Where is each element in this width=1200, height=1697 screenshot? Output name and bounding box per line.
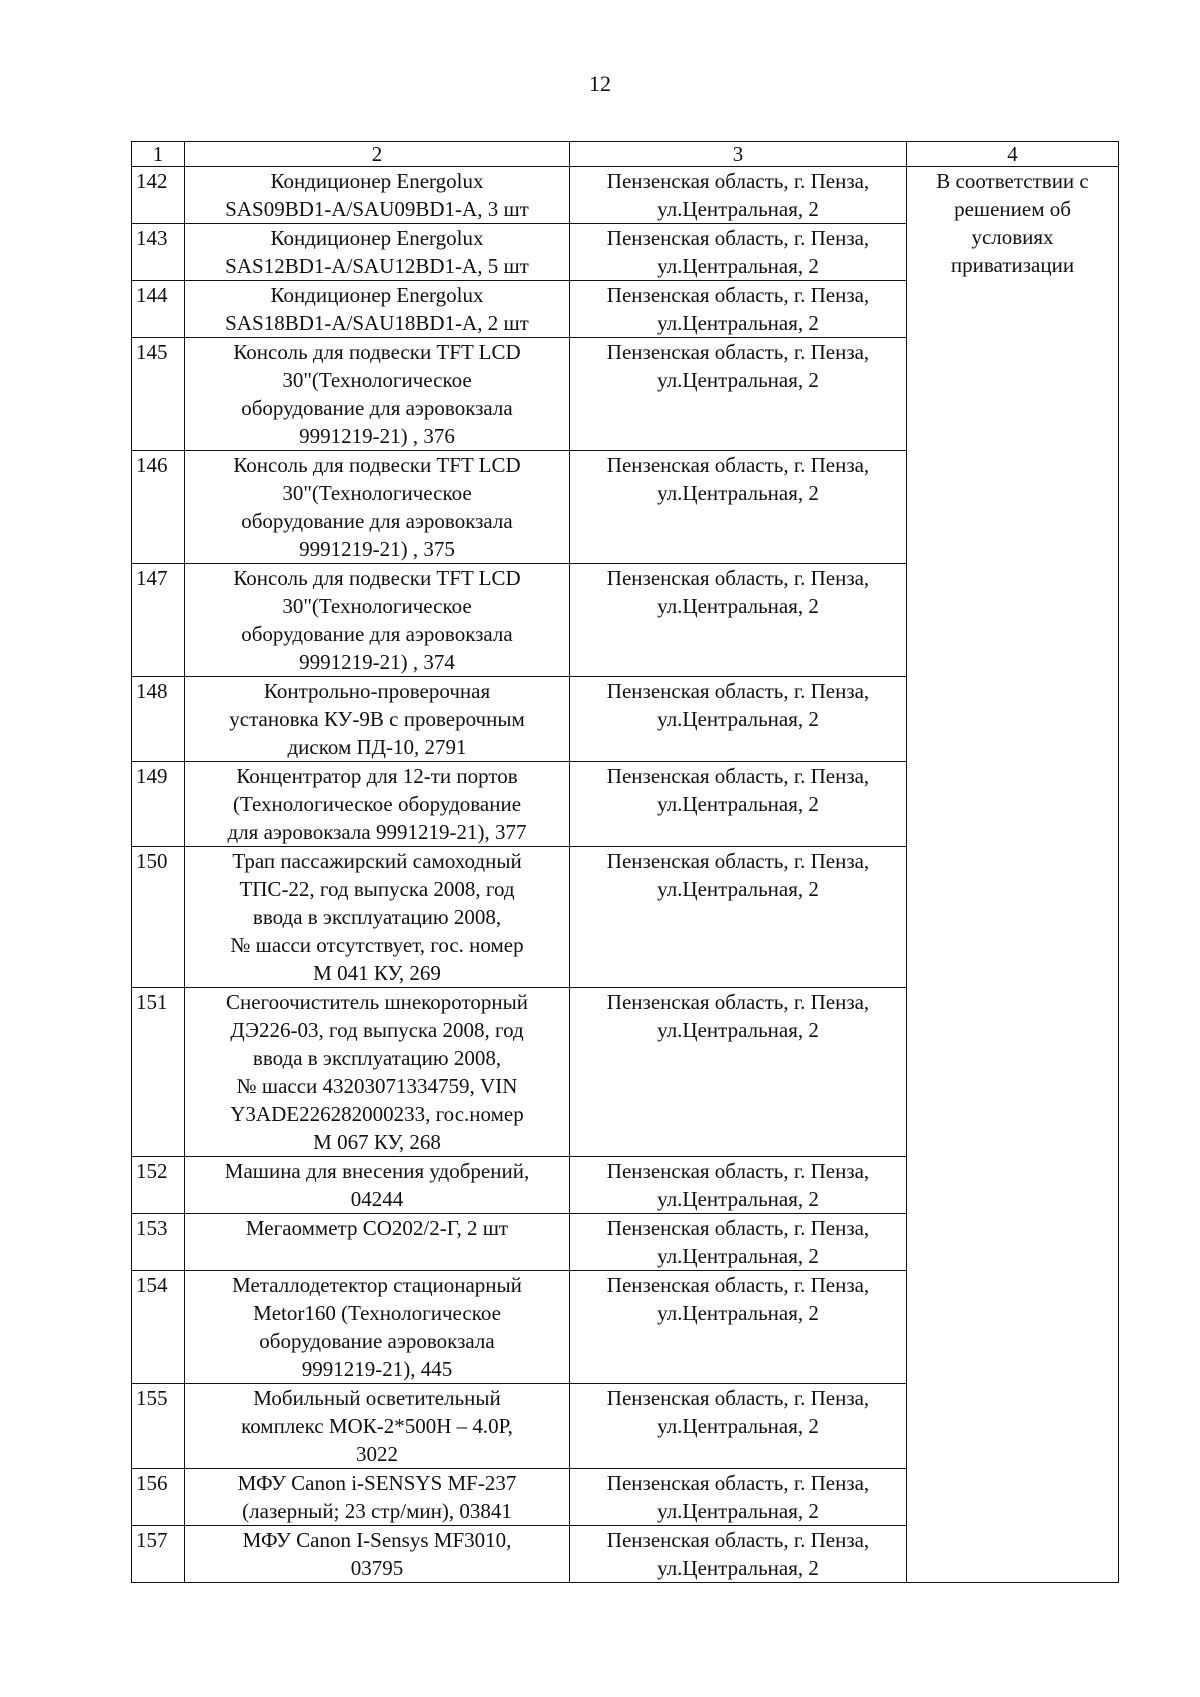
item-address-cell [570,677,907,762]
item-address: Пензенская область, г. Пенза, ул.Центральная, 2 [606,453,870,505]
item-name-cell [185,1271,570,1384]
item-name-cell [185,847,570,988]
table-header-row [132,142,1119,167]
item-address: Пензенская область, г. Пенза, ул.Центральная, 2 [606,1273,870,1325]
row-number: 153 [132,1214,185,1271]
item-address: Пензенская область, г. Пенза, ул.Центральная, 2 [606,283,870,335]
header-cell-4: 4 [907,142,1119,167]
item-name: Снегоочиститель шнекороторный ДЭ226-03, год выпуска 2008, год ввода в эксплуатацию 2008, № шасси 43203071334759, VIN Y3ADE226282000233, гос.номер М 067 КУ, 268 [225,990,529,1154]
item-name: МФУ Canon I-Sensys MF3010, 03795 [242,1528,512,1580]
item-name: Кондиционер Energolux SAS09BD1-A/SAU09BD1-A, 3 шт [225,169,529,221]
row-number: 155 [132,1384,185,1469]
item-name-cell [185,1214,570,1271]
item-address: Пензенская область, г. Пенза, ул.Центральная, 2 [606,764,870,816]
item-address: Пензенская область, г. Пенза, ул.Центральная, 2 [606,1386,870,1438]
item-address: Пензенская область, г. Пенза, ул.Центральная, 2 [606,566,870,618]
item-address-cell [570,1271,907,1384]
item-address: Пензенская область, г. Пенза, ул.Центральная, 2 [606,990,870,1042]
item-name: МФУ Canon i-SENSYS MF-237 (лазерный; 23 стр/мин), 03841 [237,1471,517,1523]
item-name: Металлодетектор стационарный Metor160 (Технологическое оборудование аэровокзала 9991219-21), 445 [232,1273,522,1381]
row-number: 145 [132,338,185,451]
item-name-cell [185,1384,570,1469]
row-number: 152 [132,1157,185,1214]
item-address-cell [570,1526,907,1583]
item-address-cell [570,338,907,451]
header-cell-1: 1 [132,142,185,167]
item-name-cell [185,564,570,677]
item-address-cell [570,281,907,338]
item-name: Контрольно-проверочная установка КУ-9В с проверочным диском ПД-10, 2791 [229,679,525,759]
item-address-cell [570,1157,907,1214]
item-address-cell [570,1384,907,1469]
row-number: 147 [132,564,185,677]
row-number: 143 [132,224,185,281]
item-name: Кондиционер Energolux SAS12BD1-A/SAU12BD1-A, 5 шт [225,226,529,278]
item-address-cell [570,224,907,281]
row-number: 156 [132,1469,185,1526]
item-name: Консоль для подвески TFT LCD 30"(Технологическое оборудование для аэровокзала 9991219-21) , 374 [233,566,521,674]
item-name-cell [185,338,570,451]
row-number: 149 [132,762,185,847]
item-name-cell [185,224,570,281]
privatization-condition-cell [907,167,1119,1583]
item-address: Пензенская область, г. Пенза, ул.Центральная, 2 [606,679,870,731]
item-address: Пензенская область, г. Пенза, ул.Центральная, 2 [606,169,870,221]
item-name: Трап пассажирский самоходный ТПС-22, год выпуска 2008, год ввода в эксплуатацию 2008, № шасси отсутствует, гос. номер М 041 КУ, 269 [230,849,524,985]
item-address-cell [570,847,907,988]
item-name-cell [185,988,570,1157]
item-address: Пензенская область, г. Пенза, ул.Центральная, 2 [606,1159,870,1211]
item-address-cell [570,988,907,1157]
item-name: Мобильный осветительный комплекс МОК-2*500Н – 4.0Р, 3022 [241,1386,513,1466]
row-number: 148 [132,677,185,762]
item-name-cell [185,762,570,847]
item-name: Консоль для подвески TFT LCD 30"(Технологическое оборудование для аэровокзала 9991219-21) , 375 [233,453,521,561]
row-number: 151 [132,988,185,1157]
item-address: Пензенская область, г. Пенза, ул.Центральная, 2 [606,340,870,392]
item-address-cell [570,564,907,677]
item-name: Концентратор для 12-ти портов (Технологическое оборудование для аэровокзала 9991219-21), 377 [227,764,527,844]
item-name-cell [185,451,570,564]
row-number: 144 [132,281,185,338]
item-address-cell [570,1469,907,1526]
row-number: 146 [132,451,185,564]
row-number: 157 [132,1526,185,1583]
item-address: Пензенская область, г. Пенза, ул.Центральная, 2 [606,1528,870,1580]
item-address-cell [570,451,907,564]
item-address-cell [570,167,907,224]
row-number: 142 [132,167,185,224]
item-address-cell [570,1214,907,1271]
item-name: Кондиционер Energolux SAS18BD1-A/SAU18BD1-A, 2 шт [225,283,529,335]
item-address-cell [570,762,907,847]
item-name-cell [185,1157,570,1214]
privatization-condition: В соответствии с решением об условиях приватизации [936,169,1089,277]
property-table [131,141,1119,1583]
item-name-cell [185,677,570,762]
item-address: Пензенская область, г. Пенза, ул.Центральная, 2 [606,1216,870,1268]
table-row [132,167,1119,224]
item-address: Пензенская область, г. Пенза, ул.Центральная, 2 [606,1471,870,1523]
item-name: Машина для внесения удобрений, 04244 [224,1159,530,1211]
row-number: 154 [132,1271,185,1384]
item-name: Мегаомметр СО202/2-Г, 2 шт [245,1216,509,1240]
item-address: Пензенская область, г. Пенза, ул.Центральная, 2 [606,226,870,278]
item-name-cell [185,167,570,224]
item-name-cell [185,1469,570,1526]
page-number: 12 [589,71,611,96]
item-name-cell [185,1526,570,1583]
row-number: 150 [132,847,185,988]
item-address: Пензенская область, г. Пенза, ул.Центральная, 2 [606,849,870,901]
item-name-cell [185,281,570,338]
item-name: Консоль для подвески TFT LCD 30"(Технологическое оборудование для аэровокзала 9991219-21) , 376 [233,340,521,448]
header-cell-3: 3 [570,142,907,167]
header-cell-2: 2 [185,142,570,167]
